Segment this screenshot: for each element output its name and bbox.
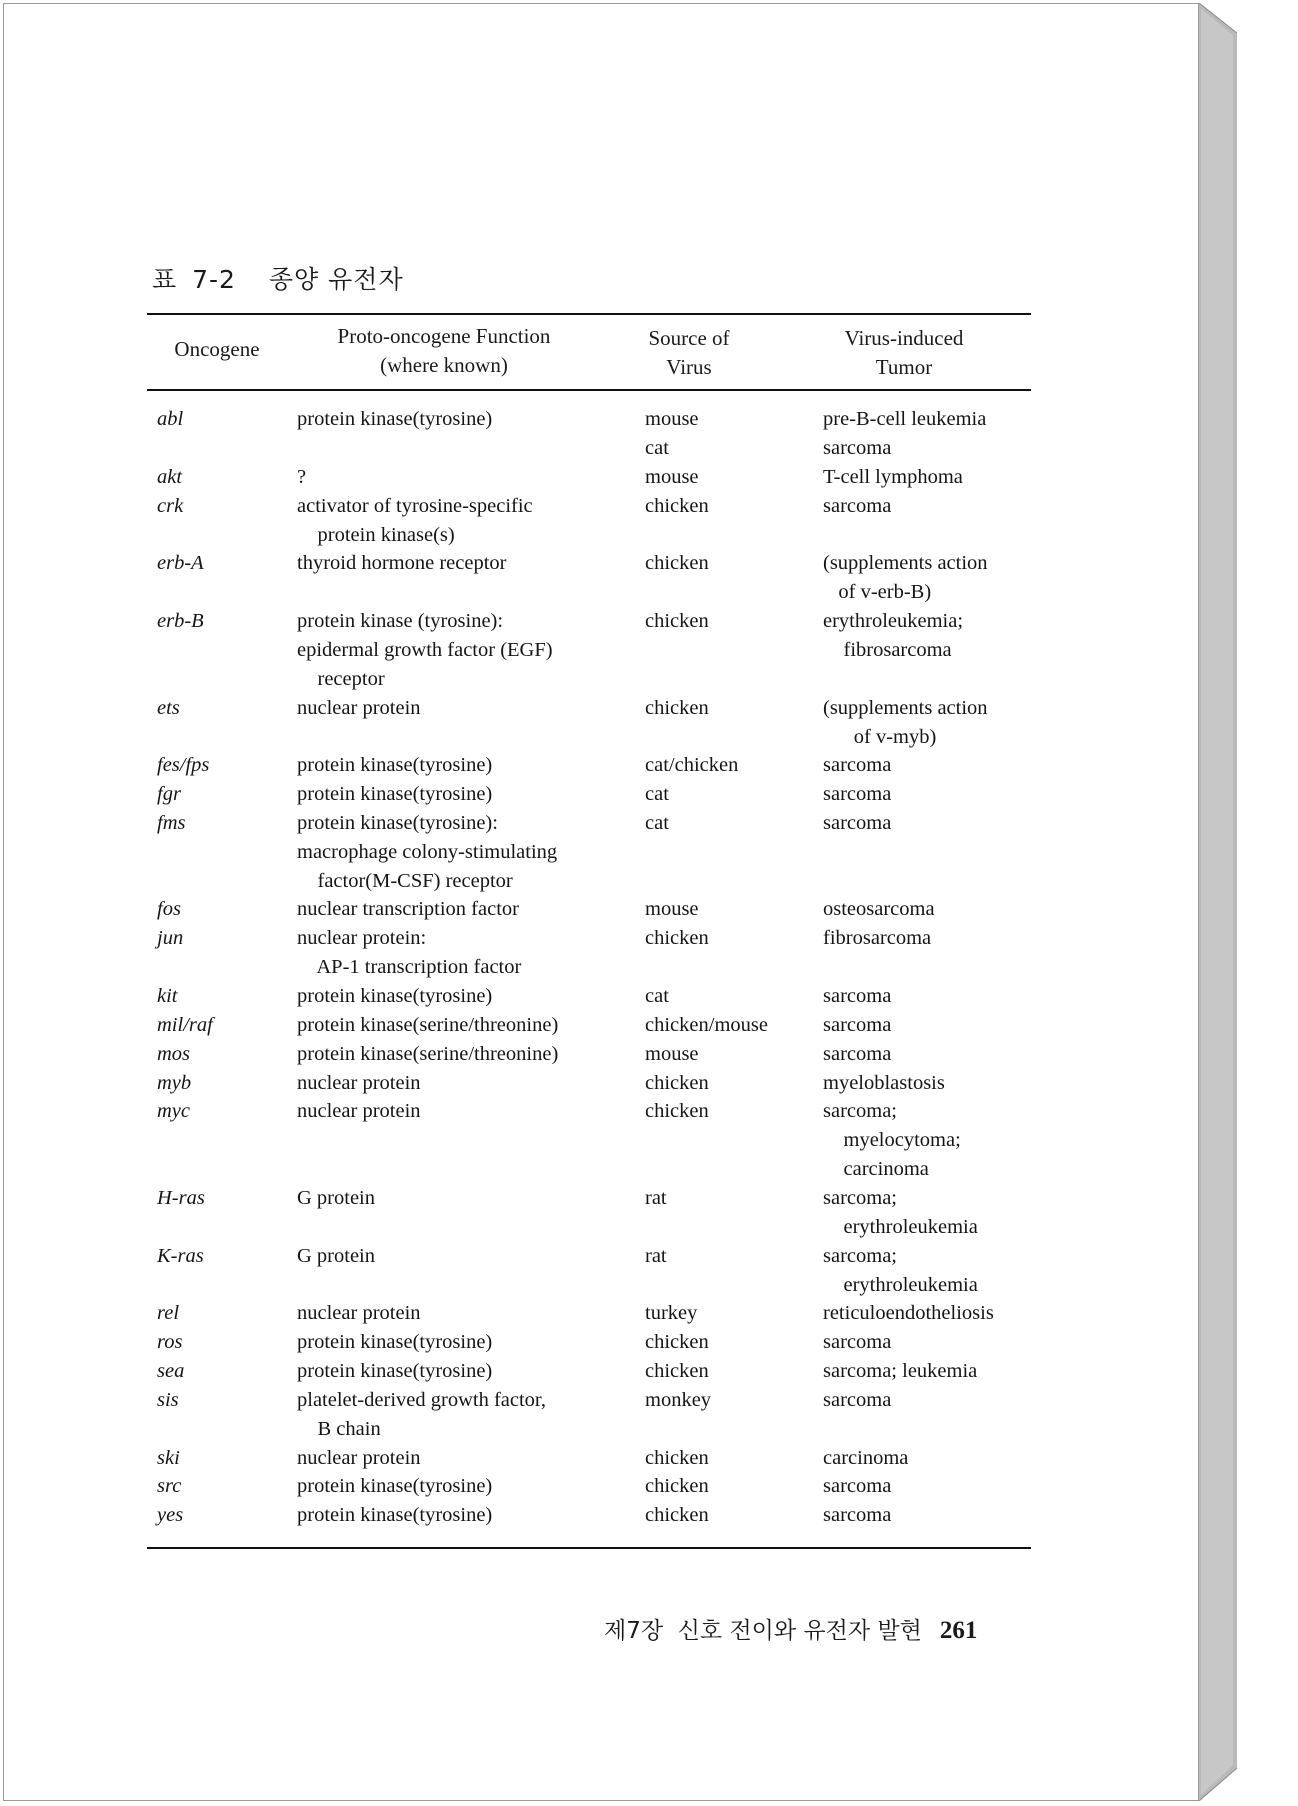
footer-chapter: 제7장 신호 전이와 유전자 발현 <box>604 1618 922 1644</box>
virus-induced-tumor: sarcoma <box>823 1475 892 1498</box>
table-header-rule <box>147 389 1031 391</box>
header-source-line2: Virus <box>666 355 712 379</box>
proto-oncogene-function: protein kinase(serine/threonine) <box>297 1013 559 1036</box>
virus-source: cat <box>645 985 669 1007</box>
page-edge-shadow <box>1199 3 1237 1801</box>
caption-label: 표 <box>152 265 178 294</box>
virus-induced-tumor: carcinoma <box>823 1446 909 1469</box>
oncogene-name: kit <box>157 985 178 1007</box>
virus-source: chicken <box>645 1475 709 1498</box>
proto-oncogene-function: nuclear protein <box>297 1302 421 1325</box>
virus-induced-tumor: sarcoma <box>823 985 892 1007</box>
oncogene-name: myc <box>157 1100 191 1123</box>
virus-induced-tumor: T-cell lymphoma <box>823 465 963 488</box>
virus-source: chicken <box>645 1100 709 1123</box>
virus-source: chicken <box>645 1331 709 1354</box>
virus-source: chicken <box>645 1504 709 1527</box>
virus-source: cat <box>645 811 669 834</box>
oncogene-name: fgr <box>157 783 181 806</box>
virus-source: mouse <box>645 1042 699 1065</box>
virus-source: chicken <box>645 927 709 950</box>
virus-source: turkey <box>645 1302 698 1325</box>
virus-induced-tumor: (supplements action of v-erb-B) <box>823 552 988 604</box>
virus-induced-tumor: fibrosarcoma <box>823 927 932 950</box>
oncogene-name: crk <box>157 494 184 517</box>
virus-source: cat/chicken <box>645 754 739 777</box>
oncogene-name: rel <box>157 1302 180 1325</box>
proto-oncogene-function: protein kinase(tyrosine) <box>297 1331 493 1354</box>
header-tumor <box>824 324 984 382</box>
proto-oncogene-function: protein kinase(tyrosine) <box>297 985 493 1007</box>
proto-oncogene-function: protein kinase(tyrosine) <box>297 1475 493 1498</box>
oncogene-name: akt <box>157 465 183 488</box>
oncogene-name: fes/fps <box>157 754 210 777</box>
oncogene-name: fos <box>157 898 181 921</box>
oncogene-name: yes <box>157 1504 184 1527</box>
header-tumor-line2: Tumor <box>875 355 933 379</box>
table-top-rule <box>147 313 1031 315</box>
header-source-line1: Source of <box>648 326 730 350</box>
oncogene-name: H-ras <box>157 1186 205 1209</box>
virus-induced-tumor: sarcoma <box>823 494 892 517</box>
virus-source: rat <box>645 1244 667 1267</box>
proto-oncogene-function: protein kinase(serine/threonine) <box>297 1042 559 1065</box>
oncogene-name: ski <box>157 1446 180 1469</box>
caption-number: 7-2 <box>192 265 236 294</box>
oncogene-name: erb-A <box>157 552 204 575</box>
oncogene-name: src <box>157 1475 182 1498</box>
oncogene-name: K-ras <box>157 1244 204 1267</box>
proto-oncogene-function: nuclear protein: AP-1 transcription factor <box>297 927 522 979</box>
proto-oncogene-function: protein kinase(tyrosine) <box>297 754 493 777</box>
virus-source: chicken <box>645 696 709 719</box>
proto-oncogene-function: nuclear transcription factor <box>297 898 519 921</box>
virus-source: rat <box>645 1186 667 1209</box>
virus-induced-tumor: osteosarcoma <box>823 898 935 921</box>
oncogene-name: sis <box>157 1388 179 1411</box>
virus-induced-tumor: sarcoma <box>823 1013 892 1036</box>
virus-induced-tumor: sarcoma <box>823 754 892 777</box>
virus-induced-tumor: pre-B-cell leukemia sarcoma <box>823 408 987 459</box>
table-caption <box>152 260 404 296</box>
oncogene-name: mil/raf <box>157 1013 213 1036</box>
caption-title: 종양 유전자 <box>268 265 404 294</box>
proto-oncogene-function: protein kinase(tyrosine): macrophage colony-stimulating factor(M-CSF) receptor <box>297 811 558 892</box>
virus-source: chicken <box>645 1446 709 1469</box>
virus-induced-tumor: erythroleukemia; fibrosarcoma <box>823 609 964 661</box>
virus-induced-tumor: sarcoma <box>823 811 892 834</box>
virus-induced-tumor: sarcoma <box>823 783 892 806</box>
virus-induced-tumor: reticuloendotheliosis <box>823 1302 994 1325</box>
virus-source: monkey <box>645 1388 712 1411</box>
proto-oncogene-function: protein kinase(tyrosine) <box>297 783 493 806</box>
oncogene-name: fms <box>157 811 186 834</box>
virus-induced-tumor: sarcoma; erythroleukemia <box>823 1186 978 1238</box>
proto-oncogene-function: nuclear protein <box>297 696 421 719</box>
oncogene-name: mos <box>157 1042 191 1065</box>
proto-oncogene-function: protein kinase (tyrosine): epidermal growth factor (EGF) receptor <box>297 609 553 690</box>
header-function-line2: (where known) <box>380 353 508 377</box>
virus-induced-tumor: sarcoma <box>823 1388 892 1411</box>
document-page <box>3 3 1199 1801</box>
virus-induced-tumor: (supplements action of v-myb) <box>823 696 988 748</box>
oncogene-name: erb-B <box>157 609 204 632</box>
proto-oncogene-function: G protein <box>297 1186 375 1209</box>
virus-source: chicken <box>645 1360 709 1383</box>
virus-source: cat <box>645 783 669 806</box>
proto-oncogene-function: platelet-derived growth factor, B chain <box>297 1388 547 1440</box>
virus-induced-tumor: sarcoma <box>823 1504 892 1527</box>
header-oncogene: Oncogene <box>174 337 260 361</box>
header-function <box>294 322 594 380</box>
oncogene-name: ets <box>157 696 180 719</box>
proto-oncogene-function: thyroid hormone receptor <box>297 552 507 575</box>
proto-oncogene-function: G protein <box>297 1244 375 1267</box>
virus-induced-tumor: sarcoma <box>823 1331 892 1354</box>
proto-oncogene-function: nuclear protein <box>297 1446 421 1469</box>
virus-source: chicken <box>645 552 709 575</box>
page-footer <box>604 1612 977 1645</box>
virus-source: chicken <box>645 609 709 632</box>
oncogene-name: myb <box>157 1071 192 1094</box>
proto-oncogene-function: nuclear protein <box>297 1071 421 1094</box>
oncogene-name: abl <box>157 408 184 430</box>
virus-induced-tumor: sarcoma; myelocytoma; carcinoma <box>823 1100 961 1181</box>
virus-source: chicken <box>645 1071 709 1094</box>
virus-source: mouse <box>645 465 699 488</box>
header-function-line1: Proto-oncogene Function <box>337 324 551 348</box>
proto-oncogene-function: protein kinase(tyrosine) <box>297 1360 493 1383</box>
virus-induced-tumor: sarcoma; erythroleukemia <box>823 1244 978 1296</box>
oncogene-name: sea <box>157 1360 185 1383</box>
proto-oncogene-function: nuclear protein <box>297 1100 421 1123</box>
header-source <box>629 324 749 382</box>
page-number: 261 <box>939 1617 978 1644</box>
proto-oncogene-function: protein kinase(tyrosine) <box>297 408 493 430</box>
proto-oncogene-function: protein kinase(tyrosine) <box>297 1504 493 1527</box>
table-bottom-rule <box>147 1547 1031 1549</box>
header-tumor-line1: Virus-induced <box>844 326 964 350</box>
virus-source: chicken/mouse <box>645 1013 768 1036</box>
virus-induced-tumor: myeloblastosis <box>823 1071 945 1094</box>
virus-induced-tumor: sarcoma <box>823 1042 892 1065</box>
virus-source: chicken <box>645 494 709 517</box>
virus-source: mouse <box>645 898 699 921</box>
virus-induced-tumor: sarcoma; leukemia <box>823 1360 978 1383</box>
virus-source: mouse cat <box>645 408 699 459</box>
proto-oncogene-function: ? <box>297 465 307 488</box>
proto-oncogene-function: activator of tyrosine-specific protein kinase(s) <box>297 494 533 546</box>
oncogene-name: ros <box>157 1331 183 1354</box>
oncogene-name: jun <box>157 927 184 950</box>
